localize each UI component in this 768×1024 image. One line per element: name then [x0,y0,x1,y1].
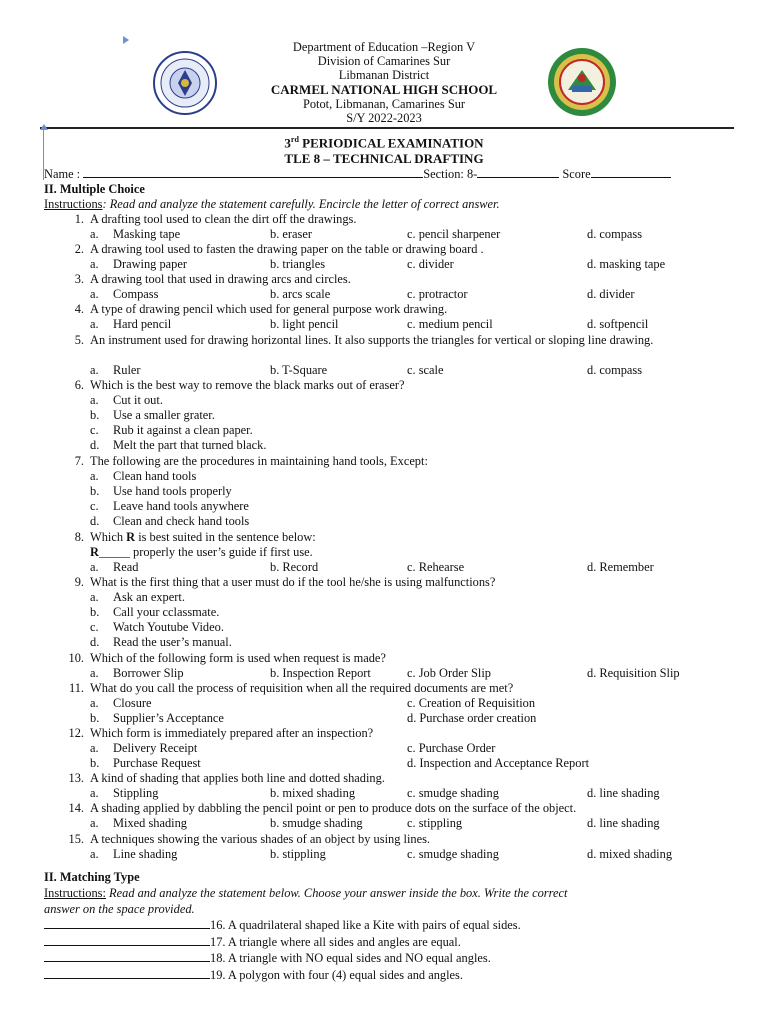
question-text: A techniques showing the various shades of an object by using lines. [90,832,430,846]
answer-option[interactable] [587,816,660,831]
option-letter: a. [90,847,99,861]
matching-text: A triangle with NO equal sides and NO equal angles. [225,951,491,965]
answer-option[interactable] [587,257,665,272]
option-text: Line shading [113,847,178,861]
option-letter: c. [407,560,416,574]
question-text: The following are the procedures in maintaining hand tools, Except: [90,454,428,468]
option-letter: c. [90,423,99,437]
option-letter: a. [90,741,99,755]
answer-option[interactable] [587,786,660,801]
option-letter: d. [587,317,597,331]
question-number: 13. [68,771,84,785]
option-letter: a. [90,257,99,271]
answer-blank[interactable]: _____ [98,545,130,559]
question-text [90,530,316,545]
question-number: 14. [68,801,84,815]
option-text: Masking tape [113,227,181,241]
option-letter: b. [270,363,280,377]
answer-option[interactable] [587,287,635,302]
option-text: Ruler [113,363,141,377]
question-text: A drafting tool used to clean the dirt off the drawings. [90,212,357,226]
question-item [44,333,734,353]
option-text: Use a smaller grater. [113,408,215,422]
answer-blank[interactable] [44,978,210,979]
option-letter: a. [90,393,99,407]
option-text: Read [113,560,139,574]
option-letter: d. [587,666,597,680]
option-letter: a. [90,786,99,800]
answer-option[interactable] [407,696,535,711]
option-text: Purchase Request [113,756,201,770]
mc-heading: II. Multiple Choice [44,182,145,196]
answer-option[interactable] [90,257,187,272]
option-letter: c. [407,363,416,377]
question-number: 15. [68,832,84,846]
option-letter: d. [587,786,597,800]
answer-option[interactable] [407,317,493,332]
exam-ordinal-suffix: rd [290,135,299,144]
option-letter: b. [270,786,280,800]
question-text: An instrument used for drawing horizontal lines. It also supports the triangles for vertical or sloping line drawing. [90,333,654,347]
option-text: Inspection Report [279,666,371,680]
exam-title [0,135,768,151]
option-text: Clean and check hand tools [113,514,250,528]
option-text: mixed shading [596,847,673,861]
name-label: Name : [44,167,81,181]
question-text: A type of drawing pencil which used for general purpose work drawing. [90,302,448,316]
option-text: Hard pencil [113,317,172,331]
question-number: 6. [74,378,84,392]
question-number: 11. [68,681,84,695]
question-number: 2. [74,242,84,256]
answer-option[interactable] [407,363,443,378]
option-letter: d. [407,756,417,770]
question-keyword: R [90,545,99,559]
exam-title-text: PERIODICAL EXAMINATION [298,135,484,151]
question-number: 4. [74,302,84,316]
option-text: smudge shading [415,786,499,800]
option-text: Cut it out. [113,393,163,407]
matching-instr-label: Instructions: [44,886,106,900]
question-text: A kind of shading that applies both line and dotted shading. [90,771,385,785]
option-text: smudge shading [279,816,363,830]
question-number: 9. [74,575,84,589]
option-text: divider [415,257,454,271]
answer-option[interactable] [407,560,464,575]
dept-line: Department of Education –Region V [292,40,476,54]
option-text: medium pencil [415,317,493,331]
answer-option[interactable] [90,605,219,620]
option-text: Drawing paper [113,257,187,271]
option-text: line shading [596,816,660,830]
option-letter: b. [270,560,280,574]
question-number: 7. [74,454,84,468]
school-year: S/Y 2022-2023 [346,111,422,126]
option-text: Purchase order creation [416,711,537,725]
answer-option[interactable] [90,408,215,423]
option-letter: c. [407,317,416,331]
option-letter: a. [90,560,99,574]
option-letter: d. [587,560,597,574]
score-field[interactable] [591,177,671,178]
option-text: Read the user’s manual. [113,635,232,649]
answer-option[interactable] [90,666,184,681]
question-keyword: R [126,530,136,544]
option-letter: d. [587,816,597,830]
option-letter: c. [407,666,416,680]
option-text: mixed shading [279,786,356,800]
answer-option[interactable] [270,786,355,801]
option-text: compass [596,363,643,377]
answer-option[interactable] [587,666,680,681]
answer-option[interactable] [270,816,363,831]
question-text: Which form is immediately prepared after an inspection? [90,726,374,740]
answer-option[interactable] [90,847,177,862]
answer-option[interactable] [407,666,491,681]
option-text: compass [596,227,643,241]
option-letter: b. [270,227,280,241]
option-text: Purchase Order [415,741,496,755]
option-letter: a. [90,227,99,241]
question-number: 1. [74,212,84,226]
address-line: Potot, Libmanan, Camarines Sur [302,96,466,111]
option-letter: b. [270,287,280,301]
option-text: Closure [113,696,152,710]
option-letter: a. [90,469,99,483]
section-field[interactable] [477,177,559,178]
option-letter: c. [407,816,416,830]
matching-number: 17. [210,935,226,949]
answer-option[interactable] [90,363,141,378]
mc-instr-text: : Read and analyze the statement carefully. Encircle the letter of correct answer. [102,197,500,211]
option-letter: a. [90,287,99,301]
option-text: stippling [415,816,463,830]
option-letter: a. [90,363,99,377]
answer-option[interactable] [90,756,201,771]
answer-option[interactable] [90,393,163,408]
option-text: scale [415,363,444,377]
answer-option[interactable] [270,257,325,272]
answer-option[interactable] [90,499,249,514]
matching-instr-text: Read and analyze the statement below. Choose your answer inside the box. Write the correct [105,886,568,900]
option-text: Borrower Slip [113,666,184,680]
answer-option[interactable] [587,363,642,378]
matching-text: A triangle where all sides and angles are equal. [225,935,461,949]
school-name: CARMEL NATIONAL HIGH SCHOOL [270,81,498,97]
option-text: line shading [596,786,660,800]
option-text: Supplier’s Acceptance [113,711,224,725]
option-letter: c. [407,696,416,710]
option-letter: b. [270,666,280,680]
option-letter: c. [407,741,416,755]
matching-item [44,951,491,966]
option-letter: b. [270,257,280,271]
option-letter: d. [587,227,597,241]
option-text: eraser [279,227,312,241]
option-letter: c. [407,786,416,800]
question-text: Which is the best way to remove the black marks out of eraser? [90,378,405,392]
question-text-part: properly the user’s guide if first use. [129,545,313,559]
answer-option[interactable] [90,711,224,726]
section-label: Section: 8- [423,167,478,181]
student-info-line [44,167,671,182]
answer-option[interactable] [90,514,249,529]
answer-option[interactable] [587,227,642,242]
option-text: pencil sharpener [415,227,501,241]
question-text: A drawing tool used to fasten the drawing paper on the table or drawing board . [90,242,484,256]
question-text-part: Which [90,530,127,544]
mc-instructions [44,197,500,212]
matching-number: 19. [210,968,226,982]
answer-option[interactable] [270,287,330,302]
score-label: Score [562,167,591,181]
answer-option[interactable] [270,847,326,862]
option-text: arcs scale [279,287,331,301]
answer-option[interactable] [407,257,454,272]
option-letter: c. [407,257,416,271]
answer-option[interactable] [587,847,672,862]
question-number: 10. [68,651,84,665]
option-letter: a. [90,317,99,331]
answer-option[interactable] [407,741,495,756]
answer-blank[interactable] [44,945,210,946]
option-text: masking tape [596,257,666,271]
option-letter: d. [587,257,597,271]
matching-heading: II. Matching Type [44,870,140,884]
question-sentence [90,545,313,560]
answer-option[interactable] [270,317,339,332]
option-text: Record [279,560,319,574]
option-letter: d. [587,363,597,377]
option-text: Job Order Slip [415,666,491,680]
answer-option[interactable] [407,287,468,302]
matching-text: A polygon with four (4) equal sides and angles. [225,968,463,982]
option-letter: c. [407,227,416,241]
margin-arrow-icon [40,124,48,130]
answer-option[interactable] [90,741,197,756]
option-letter: c. [90,620,99,634]
option-letter: d. [587,847,597,861]
answer-option[interactable] [407,756,589,771]
option-text: Call your cclassmate. [113,605,220,619]
indent-arrow-icon [123,36,129,44]
answer-option[interactable] [90,227,180,242]
option-letter: d. [587,287,597,301]
answer-option[interactable] [90,696,152,711]
option-letter: b. [90,756,100,770]
question-number: 8. [74,530,84,544]
option-text: Stippling [113,786,159,800]
question-number: 3. [74,272,84,286]
question-text: A shading applied by dabbling the pencil point or pen to produce dots on the surface of the object. [90,801,577,815]
matching-item [44,935,461,950]
option-letter: c. [407,847,416,861]
answer-option[interactable] [90,590,185,605]
option-letter: d. [407,711,417,725]
option-text: Remember [596,560,654,574]
question-number: 5. [74,333,84,347]
option-letter: d. [90,514,100,528]
mc-instr-label: Instructions [44,197,103,211]
header-rule [40,127,734,129]
option-letter: b. [270,847,280,861]
option-text: smudge shading [415,847,499,861]
option-text: Inspection and Acceptance Report [416,756,590,770]
answer-option[interactable] [587,317,648,332]
answer-option[interactable] [90,423,253,438]
answer-option[interactable] [90,635,232,650]
option-letter: d. [90,438,100,452]
district-line: Libmanan District [338,68,430,83]
answer-option[interactable] [90,469,196,484]
name-field[interactable] [83,177,423,178]
answer-option[interactable] [90,317,171,332]
option-letter: a. [90,816,99,830]
answer-blank[interactable] [44,928,210,929]
answer-option[interactable] [407,227,500,242]
option-letter: b. [270,317,280,331]
option-letter: a. [90,666,99,680]
option-text: Use hand tools properly [113,484,232,498]
option-letter: b. [90,484,100,498]
option-letter: d. [90,635,100,649]
option-text: Leave hand tools anywhere [113,499,249,513]
option-text: light pencil [279,317,339,331]
matching-text: A quadrilateral shaped like a Kite with pairs of equal sides. [225,918,521,932]
question-text: What do you call the process of requisition when all the required documents are met? [90,681,514,695]
answer-option[interactable] [270,560,318,575]
question-number: 12. [68,726,84,740]
answer-option[interactable] [90,786,158,801]
answer-option[interactable] [270,363,327,378]
option-letter: a. [90,696,99,710]
option-text: Requisition Slip [596,666,680,680]
answer-option[interactable] [90,438,266,453]
matching-number: 18. [210,951,226,965]
option-letter: b. [90,408,100,422]
answer-option[interactable] [407,816,462,831]
option-text: protractor [415,287,468,301]
answer-option[interactable] [90,560,138,575]
matching-instructions [44,886,567,901]
question-text-part: is best suited in the sentence below: [135,530,316,544]
option-letter: b. [270,816,280,830]
option-text: T-Square [279,363,328,377]
answer-option[interactable] [90,287,158,302]
answer-option[interactable] [270,666,371,681]
option-letter: c. [90,499,99,513]
school-header [0,40,768,125]
answer-option[interactable] [90,816,187,831]
matching-item [44,918,521,933]
option-text: stippling [279,847,326,861]
matching-instructions-cont: answer on the space provided. [44,902,195,916]
option-letter: c. [407,287,416,301]
question-text: A drawing tool that used in drawing arcs and circles. [90,272,351,286]
option-letter: a. [90,590,99,604]
exam-ordinal: 3 [284,135,291,151]
option-text: Mixed shading [113,816,187,830]
exam-subject: TLE 8 – TECHNICAL DRAFTING [284,151,484,166]
option-text: Ask an expert. [113,590,185,604]
answer-option[interactable] [90,484,232,499]
matching-number: 16. [210,918,226,932]
answer-option[interactable] [407,711,536,726]
option-text: softpencil [596,317,649,331]
option-text: Creation of Requisition [415,696,536,710]
option-text: Rehearse [415,560,465,574]
question-text: What is the first thing that a user must do if the tool he/she is using malfunctions? [90,575,496,589]
option-text: divider [596,287,635,301]
option-text: Watch Youtube Video. [113,620,224,634]
question-text: Which of the following form is used when request is made? [90,651,386,665]
option-text: Compass [113,287,159,301]
option-letter: b. [90,605,100,619]
division-line: Division of Camarines Sur [317,54,451,69]
option-text: Rub it against a clean paper. [113,423,253,437]
option-text: Clean hand tools [113,469,197,483]
answer-option[interactable] [407,847,499,862]
matching-item [44,968,463,983]
answer-option[interactable] [270,227,312,242]
option-text: Delivery Receipt [113,741,198,755]
answer-option[interactable] [587,560,654,575]
option-text: triangles [279,257,326,271]
answer-option[interactable] [90,620,224,635]
option-text: Melt the part that turned black. [113,438,267,452]
answer-blank[interactable] [44,961,210,962]
option-letter: b. [90,711,100,725]
answer-option[interactable] [407,786,499,801]
